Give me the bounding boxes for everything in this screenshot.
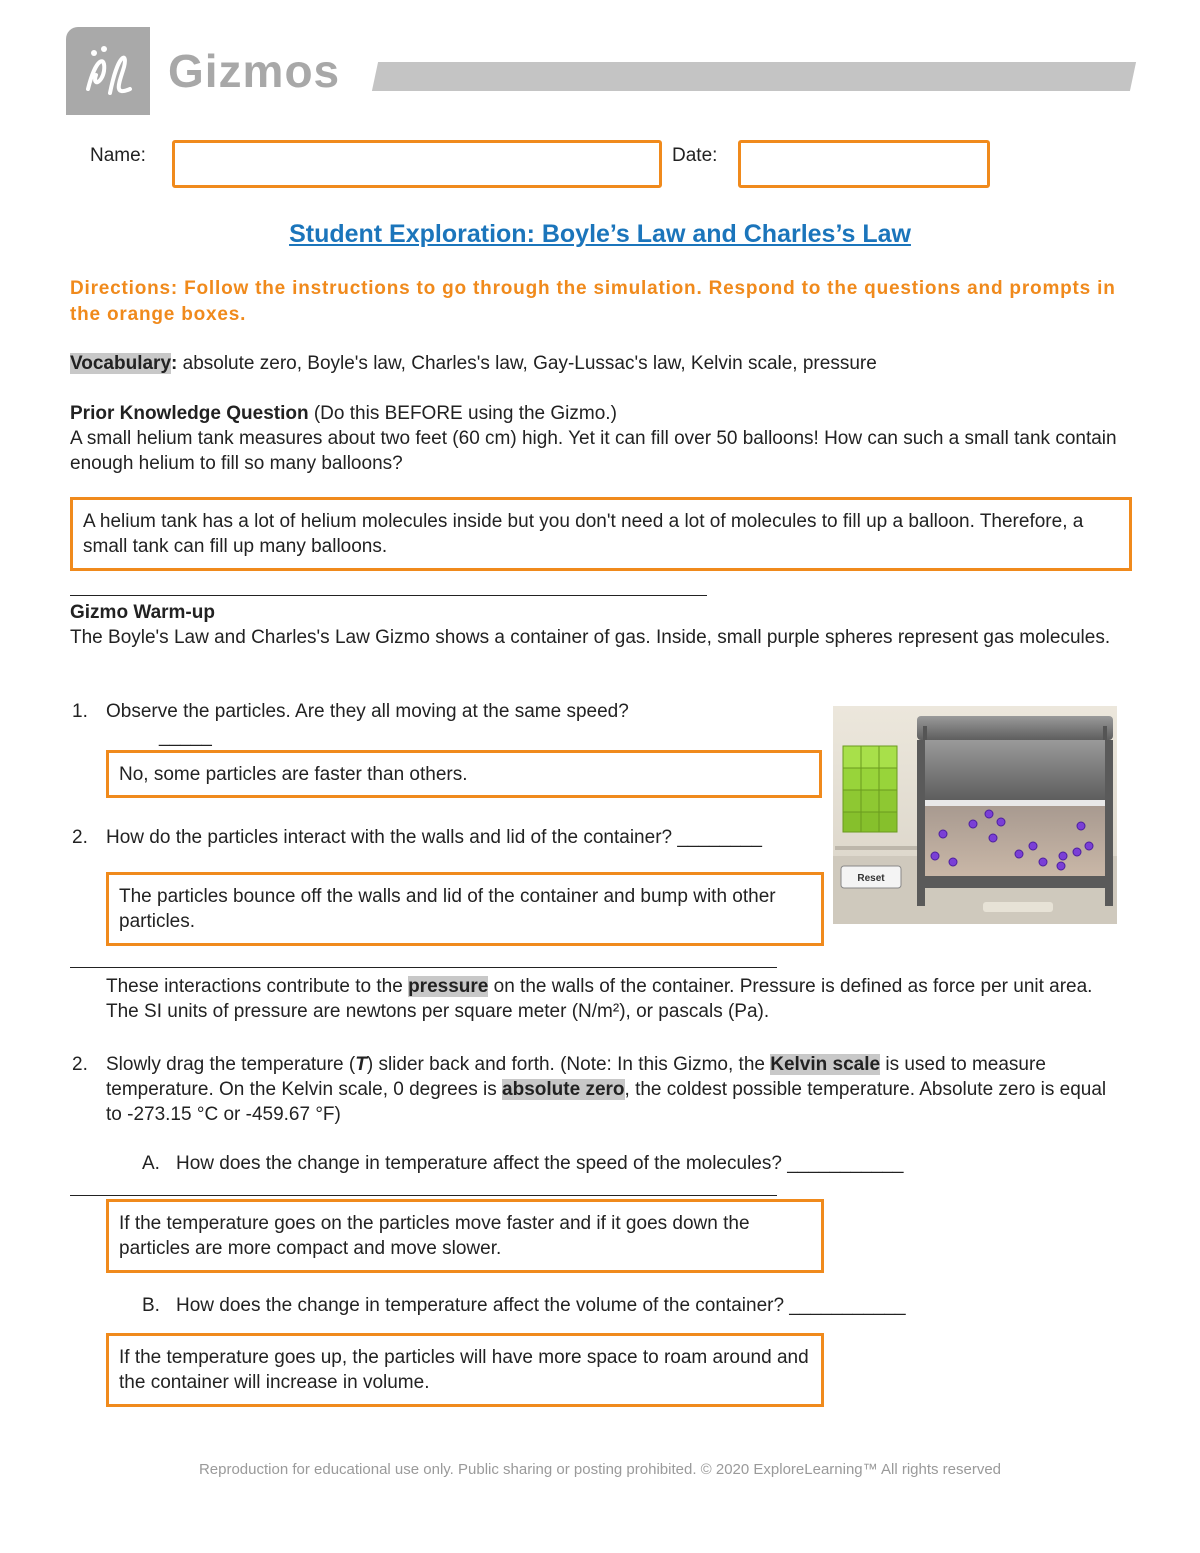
warmup-heading: Gizmo Warm-up [70, 602, 215, 623]
prior-knowledge-heading-line [70, 401, 1150, 426]
qA-answer: If the temperature goes on the particles move faster and if it goes down the particles are more compact and move slower. [119, 1213, 750, 1259]
pressure-paragraph [106, 974, 1106, 1024]
gizmo-simulation-image [833, 706, 1117, 924]
pressure-text-post: on the walls of the container. Pressure is defined as force per unit area. The SI units of pressure are newtons per square meter (N/m²), or pascals (Pa). [106, 976, 1093, 1022]
reset-button-label: Reset [857, 873, 885, 884]
q2-answer: The particles bounce off the walls and lid of the container and bump with other particles. [119, 886, 776, 932]
q2-answer-box[interactable] [106, 872, 824, 946]
prior-knowledge-answer-box[interactable] [70, 497, 1132, 571]
section-divider [70, 595, 707, 596]
q1-answer: No, some particles are faster than others. [119, 764, 468, 785]
q2-number: 2. [72, 827, 88, 848]
footer-copyright: Reproduction for educational use only. Public sharing or posting prohibited. © 2020 ExploreLearning™ All rights reserved [198, 1461, 1002, 1478]
q3-text-a: Slowly drag the temperature ( [106, 1054, 356, 1075]
temperature-symbol: T [355, 1054, 367, 1075]
kelvin-scale-term: Kelvin scale [770, 1054, 881, 1075]
q2-text: How do the particles interact with the walls and lid of the container? ________ [106, 827, 762, 848]
qA-answer-box[interactable] [106, 1199, 824, 1273]
qB-answer-box[interactable] [106, 1333, 824, 1407]
prior-knowledge-answer: A helium tank has a lot of helium molecules inside but you don't need a lot of molecules to fill up a balloon. Therefore, a small tank can fill up many balloons. [83, 511, 1084, 557]
date-field[interactable] [738, 140, 990, 188]
qA-label: A. [142, 1153, 160, 1174]
gizmos-brand: Gizmos [168, 45, 341, 97]
prior-knowledge-question: A small helium tank measures about two feet (60 cm) high. Yet it can fill over 50 balloons! How can such a small tank contain enough helium to fill so many balloons? [70, 428, 1117, 474]
qA-text: How does the change in temperature affect the speed of the molecules? ___________ [176, 1153, 904, 1174]
q1-text: Observe the particles. Are they all moving at the same speed? [106, 701, 629, 722]
qB-answer: If the temperature goes up, the particles will have more space to roam around and the container will increase in volume. [119, 1347, 809, 1393]
prior-knowledge-heading: Prior Knowledge Question [70, 403, 309, 424]
vocabulary-colon: : [171, 353, 178, 374]
el-logo-icon [66, 27, 150, 115]
q3-number: 2. [72, 1054, 88, 1075]
qB-label: B. [142, 1295, 160, 1316]
q3-text [106, 1052, 1126, 1127]
section-divider-3 [70, 1195, 777, 1196]
pressure-term: pressure [408, 976, 489, 997]
pressure-text-pre: These interactions contribute to the [106, 976, 409, 997]
vocabulary-label: Vocabulary [70, 353, 172, 374]
directions-text: Directions: Follow the instructions to go through the simulation. Respond to the questions and prompts in the orange boxes. [70, 278, 1116, 325]
prior-knowledge-note: (Do this BEFORE using the Gizmo.) [308, 403, 617, 424]
warmup-intro: The Boyle's Law and Charles's Law Gizmo shows a container of gas. Inside, small purple spheres represent gas molecules. [70, 627, 1111, 648]
q1-number: 1. [72, 701, 88, 722]
page-title: Student Exploration: Boyle’s Law and Charles’s Law [289, 220, 911, 248]
qB-text: How does the change in temperature affect the volume of the container? ___________ [176, 1295, 906, 1316]
header-bar [372, 62, 1136, 91]
vocabulary-terms: absolute zero, Boyle's law, Charles's law, Gay-Lussac's law, Kelvin scale, pressure [177, 353, 877, 374]
q1-blank: _____ [159, 726, 212, 747]
weight-blocks [843, 746, 897, 832]
vocabulary-line [70, 351, 1150, 376]
absolute-zero-term: absolute zero [502, 1079, 625, 1100]
q3-text-c: is used to measure temperature. On the Kelvin scale, 0 degrees is [106, 1054, 1046, 1100]
q1-answer-box[interactable] [106, 750, 822, 798]
date-label: Date: [672, 145, 718, 166]
name-label: Name: [90, 145, 146, 166]
name-field[interactable] [172, 140, 662, 188]
q3-text-b: ) slider back and forth. (Note: In this Gizmo, the [366, 1054, 771, 1075]
section-divider-2 [70, 967, 777, 968]
q3-text-d: , the coldest possible temperature. Absolute zero is equal to -273.15 °C or -459.67 °F) [106, 1079, 1107, 1125]
explorelearning-logo [66, 27, 150, 115]
